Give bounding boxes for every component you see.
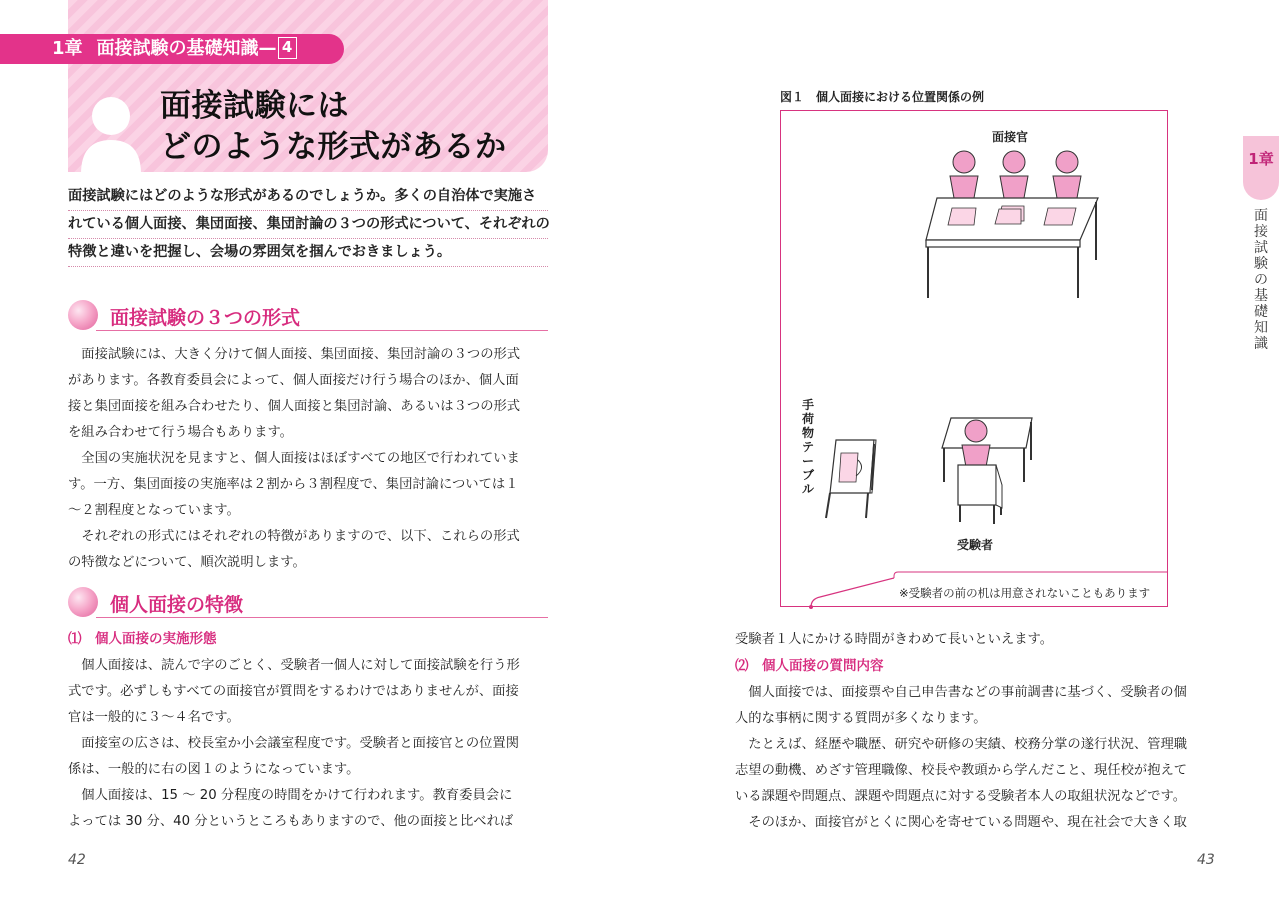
- subheading-number: ⑵: [735, 658, 749, 674]
- baggage-table-label: 手荷物テーブル: [801, 398, 814, 496]
- examinee-chair: [958, 465, 1002, 524]
- chapter-banner: [0, 34, 344, 64]
- body-line: 個人面接は、15 ～ 20 分程度の時間をかけて行われます。教育委員会に: [68, 788, 513, 803]
- body-line: 受験者１人にかける時間がきわめて長いといえます。: [735, 632, 1054, 647]
- subheading-1: [68, 626, 217, 652]
- body-line: たとえば、経歴や職歴、研究や研修の実績、校務分掌の遂行状況、管理職: [735, 737, 1188, 752]
- body-line: 接と集団面接を組み合わせたり、個人面接と集団討論、あるいは３つの形式: [68, 399, 521, 414]
- interviewer-table: [926, 198, 1098, 298]
- body-line: そのほか、面接官がとくに関心を寄せている問題や、現在社会で大きく取: [735, 815, 1187, 830]
- subheading-2: [735, 653, 884, 679]
- section-divider: [96, 617, 548, 618]
- interviewer-figure: [950, 151, 978, 198]
- examinee-label: 受験者: [957, 538, 994, 552]
- body-line: 人的な事柄に関する質問が多くなります。: [735, 711, 987, 726]
- page-number-left: 42: [68, 852, 86, 868]
- body-line: 面接試験には、大きく分けて個人面接、集団面接、集団討論の３つの形式: [68, 347, 521, 362]
- subheading-title: 個人面接の実施形態: [95, 631, 217, 647]
- chapter-side-tab: 1章: [1243, 136, 1279, 200]
- chapter-side-label: 面接試験の基礎知識: [1254, 208, 1268, 352]
- section-heading-individual: 個人面接の特徴: [110, 594, 244, 616]
- body-line: の特徴などについて、順次説明します。: [68, 555, 306, 570]
- baggage-table: [826, 440, 876, 518]
- page-number-right: 43: [1197, 852, 1215, 868]
- chapter-title: 面接試験の基礎知識—: [96, 38, 277, 59]
- lead-line: れている個人面接、集団面接、集団討論の３つの形式について、それぞれの: [68, 210, 548, 239]
- body-line: 個人面接は、読んで字のごとく、受験者一個人に対して面接試験を行う形: [68, 658, 520, 673]
- body-line: 個人面接では、面接票や自己申告書などの事前調書に基づく、受験者の個: [735, 685, 1187, 700]
- body-line: があります。各教育委員会によって、個人面接だけ行う場合のほか、個人面: [68, 373, 519, 388]
- body-line: 面接室の広さは、校長室か小会議室程度です。受験者と面接官との位置関: [68, 736, 520, 751]
- body-line: それぞれの形式にはそれぞれの特徴がありますので、以下、これらの形式: [68, 529, 520, 544]
- body-line: 係は、一般的に右の図１のようになっています。: [68, 762, 360, 777]
- interviewer-figure: [1053, 151, 1081, 198]
- page-title-line2: どのような形式があるか: [160, 129, 507, 165]
- section-heading-formats: 面接試験の３つの形式: [110, 307, 301, 329]
- body-line: 志望の動機、めざす管理職像、校長や教頭から学んだこと、現任校が抱えて: [735, 763, 1188, 778]
- body-line: す。一方、集団面接の実施率は２割から３割程度で、集団討論については１: [68, 477, 519, 492]
- seating-diagram: [780, 110, 1168, 610]
- page-title-line1: 面接試験には: [160, 88, 349, 124]
- chapter-number: 1章: [52, 38, 83, 59]
- body-line: よっては 30 分、40 分というところもありますので、他の面接と比べれば: [68, 814, 514, 829]
- figure-note: ※受験者の前の机は用意されないこともあります: [899, 586, 1151, 600]
- interviewer-label: 面接官: [992, 130, 1029, 144]
- note-callout-dot: [809, 605, 813, 609]
- subheading-number: ⑴: [68, 631, 82, 647]
- body-line: 式です。必ずしもすべての面接官が質問をするわけではありませんが、面接: [68, 684, 519, 699]
- section-divider: [96, 330, 548, 331]
- person-icon: [78, 94, 144, 174]
- body-line: いる課題や問題点、課題や問題点に対する受験者本人の取組状況などです。: [735, 789, 1187, 804]
- lead-line: 特徴と違いを把握し、会場の雰囲気を掴んでおきましょう。: [68, 238, 548, 267]
- lead-line: 面接試験にはどのような形式があるのでしょうか。多くの自治体で実施さ: [68, 182, 548, 211]
- chapter-section-number: 4: [278, 37, 297, 59]
- section-bullet-icon: [68, 300, 98, 330]
- figure-caption: 図１ 個人面接における位置関係の例: [780, 90, 985, 104]
- section-bullet-icon: [68, 587, 98, 617]
- note-callout-bracket: [894, 572, 1168, 578]
- body-line: 全国の実施状況を見ますと、個人面接はほぼすべての地区で行われていま: [68, 451, 520, 466]
- note-callout-line: [811, 578, 894, 607]
- subheading-title: 個人面接の質問内容: [762, 658, 884, 674]
- interviewer-figure: [1000, 151, 1028, 198]
- body-line: 官は一般的に３～４名です。: [68, 710, 240, 725]
- body-line: ～２割程度となっています。: [68, 503, 240, 518]
- body-line: を組み合わせて行う場合もあります。: [68, 425, 293, 440]
